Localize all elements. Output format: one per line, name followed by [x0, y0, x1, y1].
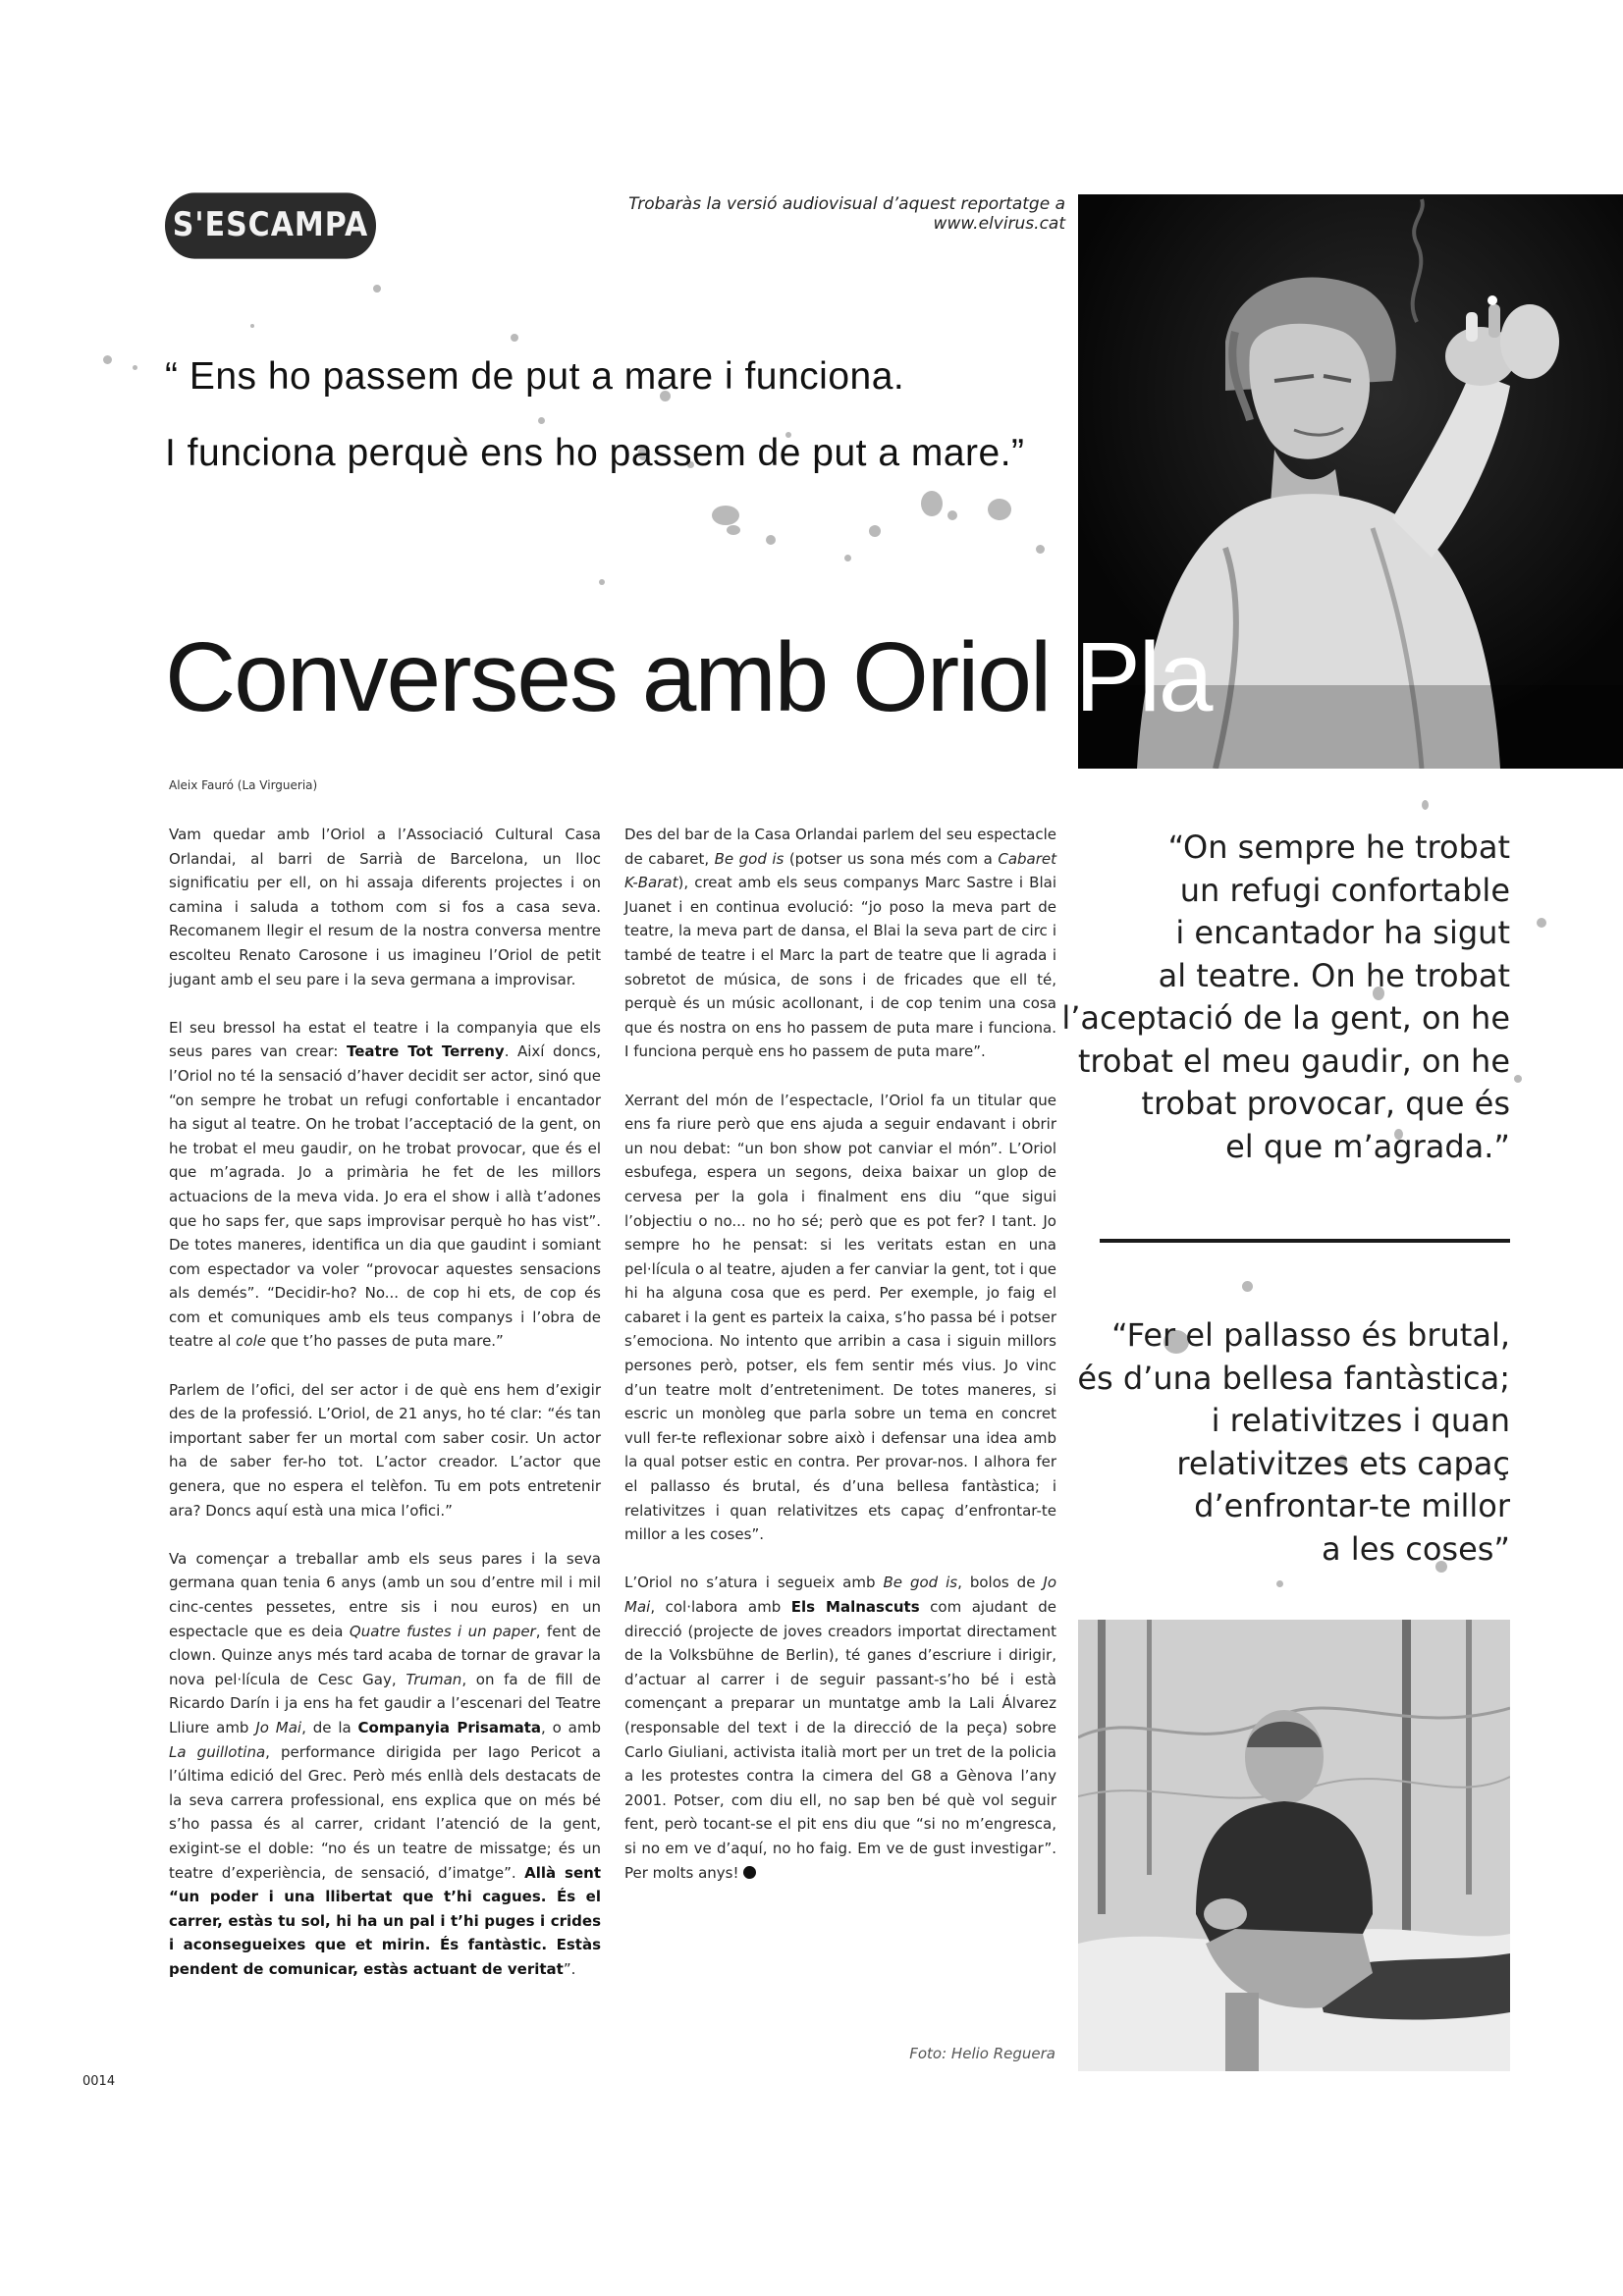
web-note: Trobaràs la versió audiovisual d’aquest reportatge a www.elvirus.cat	[628, 194, 1065, 234]
page-number: 0014	[82, 2074, 116, 2089]
paragraph: Xerrant del món de l’espectacle, l’Oriol fa un titular que ens fa riure però que ens ajuda a seguir endavant i obrir un nou debat: “un bon show pot canviar el món”. L’Oriol esbufega, espera un segons, deixa baixar un glop de cervesa per la gola i finalment ens diu “que sigui l’objectiu o no... no ho sé; però que es pot fer? I tant. Jo sempre ho he pensat: si les veritats estan en una pel·lícula o al teatre, ajuden a fer canviar la gent, tot i que hi ha alguna cosa que es perd. Per exemple, jo faig el cabaret i la gent es parteix la caixa, s’ho passa bé i potser s’emociona. No intento que arribin a casa i siguin millors persones però, potser, els fem sentir més vius. Jo vinc d’un teatre molt d’entreteniment. De totes maneres, si escric un monòleg que parla sobre un tema en concret vull fer-te reflexionar sobre això i defensar una idea amb la qual potser estic en contra. Per provar-nos. I alhora fer el pallasso és brutal, és d’una bellesa fantàstica; i relativitzes i quan relativitzes ets capaç d’enfrontar-te millor a les coses”.	[624, 1091, 1056, 1544]
pull-quote-line: i encantador ha sigut	[1175, 914, 1510, 951]
show-title: Quatre fustes i un paper	[349, 1622, 536, 1640]
pull-quote-line: el que m’agrada.”	[1225, 1127, 1510, 1165]
pull-quote-line: “Fer el pallasso és brutal,	[1111, 1316, 1510, 1354]
paragraph: Va començar a treballar amb els seus pares i la seva germana quan tenia 6 anys (amb un sou d’entre mil i mil cinc-centes pessetes, entre sis i nou euros) en un espectacle que es deia Quatre fustes i un paper, fent de clown. Quinze anys més tard acaba de tornar de gravar la nova pel·lícula de Cesc Gay, Truman, on fa de fill de Ricardo Darín i ja ens ha fet gaudir a l’escenari del Teatre Lliure amb Jo Mai, de la Companyia Prisamata, o amb La guillotina, performance dirigida per Iago Pericot a l’última edició del Grec. Però més enllà dels destacats de la seva carrera professional, ens explica que on més bé s’ho passa és al carrer, cridant l’atenció de la gent, exigint-se el doble: “no és un teatre de missatge; és un teatre d’experiència, de sensació, d’imatge”. Allà sent “un poder i una llibertat que t’hi cagues. És el carrer, estàs tu sol, hi ha un pal i t’hi puges i crides i aconsegueixes que et mirin. És fantàstic. Estàs pendent de comunicar, estàs actuant de veritat”.	[169, 1549, 602, 1978]
article-column-1	[169, 823, 601, 2005]
film-title: Truman	[406, 1670, 462, 1688]
pull-quote-line: d’enfrontar-te millor	[1194, 1487, 1510, 1524]
pull-quote-line: al teatre. On he trobat	[1158, 956, 1510, 994]
paragraph: El seu bressol ha estat el teatre i la companyia que els seus pares van crear: Teatre Tot Terreny. Així doncs, l’Oriol no té la sensació d’haver decidit ser actor, sinó que “on sempre he trobat un refugi confortable i encantador ha sigut al teatre. On he trobat l’acceptació de la gent, on he trobat el meu gaudir, on he trobat provocar, que és el que m’agrada. Jo a primària he fet de les millors actuacions de la meva vida. Jo era el show i allà t’adones que ho saps fer, que saps improvisar perquè ho has vist”. De totes maneres, identifica un dia que gaudint i somiant com espectador va voler “provocar aquestes sensacions als demés”. “Decidir-ho? No... de cop hi ets, de cop és com et comuniques amb els teus companys i l’obra de teatre al cole que t’ho passes de puta mare.”	[169, 1018, 601, 1351]
lead-quote-line: “ Ens ho passem de put a mare i funciona.	[165, 355, 905, 398]
highlighted-quote: Allà sent “un poder i una llibertat que t’hi cagues. És el carrer, estàs tu sol, hi ha un pal i t’hi puges i crides i aconsegueixes que et mirin. És fantàstic. Estàs pendent de comunicar, estàs actuant de veritat	[169, 1863, 602, 1978]
show-title: Jo Mai	[624, 1574, 1056, 1616]
title-on-photo: Pla	[1075, 622, 1212, 732]
article-title	[165, 618, 1343, 736]
show-title: Be god is	[714, 849, 784, 868]
end-mark-icon	[743, 1866, 756, 1879]
title-main: Converses amb Oriol	[165, 622, 1051, 732]
lead-quote-line: I funciona perquè ens ho passem de put a mare.”	[165, 432, 1025, 474]
show-title: Be god is	[883, 1574, 958, 1592]
pull-quote-2	[1039, 1314, 1510, 1571]
photo-credit: Foto: Helio Reguera	[909, 2045, 1055, 2062]
section-badge: S'ESCAMPA	[165, 192, 376, 258]
show-title: La guillotina	[169, 1742, 266, 1761]
pull-quote-line: trobat el meu gaudir, on he	[1077, 1041, 1510, 1080]
pull-quote-line: un refugi confortable	[1179, 871, 1510, 909]
pull-quote-line: trobat provocar, que és	[1141, 1085, 1510, 1122]
lead-quote	[165, 339, 1078, 492]
pull-quote-line: és d’una bellesa fantàstica;	[1077, 1359, 1510, 1397]
pull-quote-line: l’aceptació de la gent, on he	[1061, 999, 1510, 1037]
company-name: Teatre Tot Terreny	[346, 1042, 505, 1061]
company-name: Els Malnascuts	[790, 1598, 920, 1616]
divider-rule	[1100, 1239, 1510, 1243]
article-column-2	[624, 823, 1056, 1909]
show-title: Cabaret K-Barat	[624, 849, 1056, 892]
paragraph: Des del bar de la Casa Orlandai parlem del seu espectacle de cabaret, Be god is (potser us sona més com a Cabaret K-Barat), creat amb els seus companys Marc Sastre i Blai Juanet i en continua evolució: “jo poso la meva part de teatre, la meva part de dansa, el Blai la seva part de circ i també de teatre i el Marc la part de teatre que li agrada i sobretot de música, de sons i de fricades que ell té, perquè és un músic acollonant, i de cop tenim una cosa que és nostra on ens ho passem de puta mare i funciona. I funciona perquè ens ho passem de puta mare”.	[624, 826, 1056, 1061]
pull-quote-1	[1039, 827, 1510, 1168]
portrait-photo	[1078, 1620, 1510, 2071]
pull-quote-line: “On sempre he trobat	[1167, 828, 1510, 866]
show-title: Jo Mai	[255, 1718, 302, 1736]
pull-quote-line: a les coses”	[1322, 1529, 1510, 1568]
paragraph: L’Oriol no s’atura i segueix amb Be god is, bolos de Jo Mai, col·labora amb Els Malnascuts com ajudant de direcció (projecte de joves creadors importat directament de la Volksbühne de Berlin), té ganes d’escriure i dirigir, d’actuar al carrer i de seguir passant-s’ho bé i està començant a preparar un muntatge amb la Lali Álvarez (responsable del text i de la direcció de la peça) sobre Carlo Giuliani, activista italià mort per un tret de la policia a les protestes contra la cimera del G8 a Gènova l’any 2001. Potser, com diu ell, no sap ben bé què vol seguir fent, però tocant-se el pit ens diu que “si no m’engresca, si no em ve d’aquí, no ho faig. Em ve de gust investigar”. Per molts anys!	[624, 1574, 1056, 1882]
company-name: Companyia Prisamata	[357, 1718, 541, 1736]
paragraph: Vam quedar amb l’Oriol a l’Associació Cultural Casa Orlandai, al barri de Sarrià de Barcelona, un lloc significatiu per ell, on hi assaja diferents projectes i on camina i saluda a tothom com si fos a casa seva. Recomanem llegir el resum de la nostra conversa mentre escolteu Renato Carosone i us imagineu l’Oriol de petit jugant amb el seu pare i la seva germana a improvisar.	[169, 826, 601, 988]
byline: Aleix Fauró (La Virgueria)	[169, 778, 318, 792]
pull-quote-line: relativitzes ets capaç	[1176, 1444, 1510, 1482]
pull-quote-line: i relativitzes i quan	[1211, 1402, 1510, 1439]
paragraph: Parlem de l’ofici, del ser actor i de què ens hem d’exigir des de la professió. L’Oriol, de 21 anys, ho té clar: “és tan important saber fer un mortal com saber cosir. Un actor ha de saber fer-ho tot. L’actor creador. L’actor que genera, que no espera el telèfon. Tu em pots entretenir ara? Doncs aquí està una mica l’ofici.”	[169, 1380, 601, 1520]
